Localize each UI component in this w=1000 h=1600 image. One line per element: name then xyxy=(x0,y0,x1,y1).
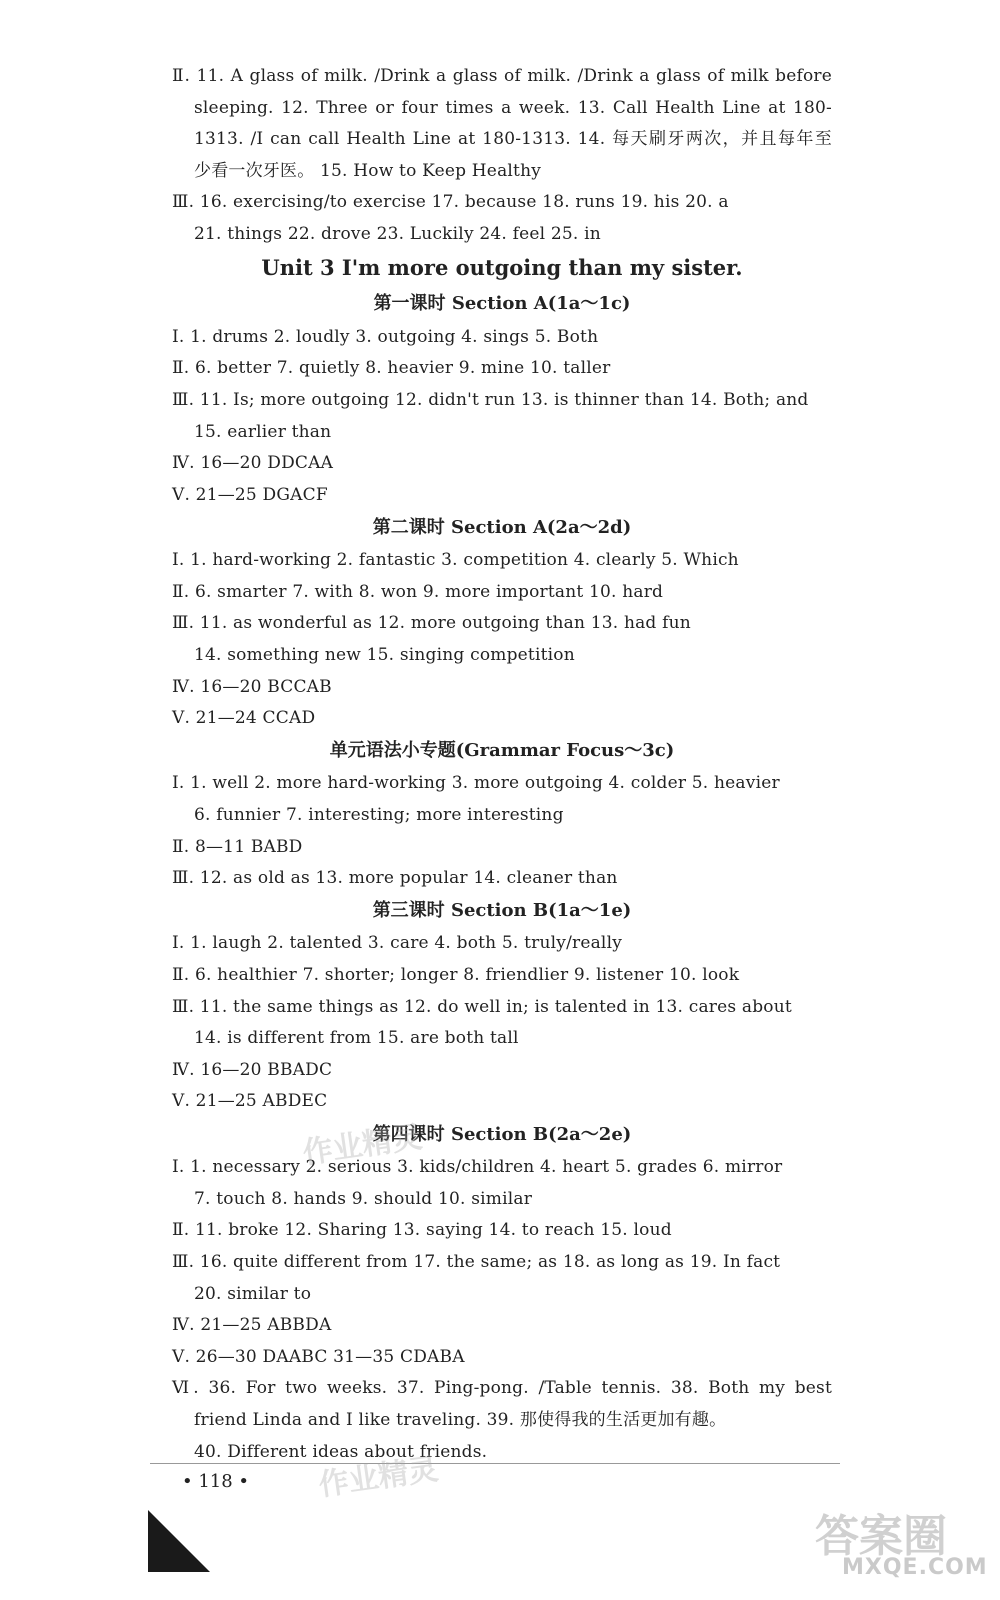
answer-line: Ⅰ. 1. necessary 2. serious 3. kids/children 4. heart 5. grades 6. mirror xyxy=(172,1157,783,1177)
answer-line: Ⅲ. 16. quite different from 17. the same; as 18. as long as 19. In fact xyxy=(172,1252,781,1272)
answer-line: Ⅱ. 8—11 BABD xyxy=(172,837,303,857)
watermark-url: MXQE.COM xyxy=(842,1555,988,1580)
answer-line: Ⅴ. 21—24 CCAD xyxy=(172,708,316,728)
answer-line: 1313. /I can call Health Line at 180-1313. 14. 每天刷牙两次，并且每年至 xyxy=(194,129,832,149)
answer-line: Ⅲ. 11. Is; more outgoing 12. didn't run 13. is thinner than 14. Both; and xyxy=(172,390,809,410)
answer-line: Ⅱ. 6. better 7. quietly 8. heavier 9. mine 10. taller xyxy=(172,358,611,378)
corner-triangle-mark xyxy=(148,1510,210,1572)
answer-line: 21. things 22. drove 23. Luckily 24. feel 25. in xyxy=(194,224,601,244)
answer-line: Ⅴ. 26—30 DAABC 31—35 CDABA xyxy=(172,1347,465,1367)
answer-line: Ⅲ. 11. the same things as 12. do well in; is talented in 13. cares about xyxy=(172,997,792,1017)
watermark: 作业精灵 xyxy=(300,1119,425,1172)
answer-line: Ⅱ. 11. broke 12. Sharing 13. saying 14. to reach 15. loud xyxy=(172,1220,672,1240)
answer-line: Ⅳ. 16—20 BCCAB xyxy=(172,677,332,697)
answer-line: friend Linda and I like traveling. 39. 那使得我的生活更加有趣。 xyxy=(194,1410,727,1430)
answer-line: Ⅲ. 12. as old as 13. more popular 14. cleaner than xyxy=(172,868,618,888)
section-heading: 第四课时 Section B(2a～2e) xyxy=(372,1124,632,1145)
page-number: • 118 • xyxy=(182,1471,250,1492)
answer-line: Ⅲ. 16. exercising/to exercise 17. because 18. runs 19. his 20. a xyxy=(172,192,729,212)
section-heading: 第一课时 Section A(1a～1c) xyxy=(373,293,631,314)
unit-title: Unit 3 I'm more outgoing than my sister. xyxy=(261,255,743,280)
answer-line: Ⅰ. 1. hard-working 2. fantastic 3. competition 4. clearly 5. Which xyxy=(172,550,739,570)
answer-line: 6. funnier 7. interesting; more interesting xyxy=(194,805,564,825)
answer-line: Ⅴ. 21—25 DGACF xyxy=(172,485,328,505)
answer-line: Ⅰ. 1. laugh 2. talented 3. care 4. both 5. truly/really xyxy=(172,933,623,953)
answer-line: 14. something new 15. singing competition xyxy=(194,645,575,665)
footer-divider xyxy=(150,1463,840,1464)
answer-line: Ⅱ. 11. A glass of milk. /Drink a glass of milk. /Drink a glass of milk before xyxy=(172,66,832,86)
answer-line: Ⅲ. 11. as wonderful as 12. more outgoing than 13. had fun xyxy=(172,613,691,633)
answer-line: Ⅵ. 36. For two weeks. 37. Ping-pong. /Table tennis. 38. Both my best xyxy=(172,1378,832,1398)
answer-line: Ⅰ. 1. drums 2. loudly 3. outgoing 4. sings 5. Both xyxy=(172,327,599,347)
answer-line: Ⅳ. 16—20 BBADC xyxy=(172,1060,333,1080)
section-heading: 单元语法小专题(Grammar Focus～3c) xyxy=(329,740,675,761)
answer-line: 少看一次牙医。 15. How to Keep Healthy xyxy=(194,161,542,181)
watermark: 作业精灵 xyxy=(316,1451,441,1504)
answer-line: sleeping. 12. Three or four times a week. 13. Call Health Line at 180- xyxy=(194,98,832,118)
answer-line: 20. similar to xyxy=(194,1284,312,1304)
answer-line: Ⅱ. 6. healthier 7. shorter; longer 8. friendlier 9. listener 10. look xyxy=(172,965,740,985)
answer-line: Ⅴ. 21—25 ABDEC xyxy=(172,1091,328,1111)
answer-line: Ⅳ. 16—20 DDCAA xyxy=(172,453,334,473)
answer-line: Ⅳ. 21—25 ABBDA xyxy=(172,1315,332,1335)
answer-line: 7. touch 8. hands 9. should 10. similar xyxy=(194,1189,533,1209)
answer-line: Ⅱ. 6. smarter 7. with 8. won 9. more important 10. hard xyxy=(172,582,664,602)
answer-line: 15. earlier than xyxy=(194,422,332,442)
answer-line: 14. is different from 15. are both tall xyxy=(194,1028,519,1048)
section-heading: 第二课时 Section A(2a～2d) xyxy=(372,517,632,538)
section-heading: 第三课时 Section B(1a～1e) xyxy=(372,900,632,921)
answer-line: 40. Different ideas about friends. xyxy=(194,1442,488,1462)
answer-line: Ⅰ. 1. well 2. more hard-working 3. more outgoing 4. colder 5. heavier xyxy=(172,773,780,793)
watermark-logo: 答案圈 xyxy=(815,1511,947,1562)
